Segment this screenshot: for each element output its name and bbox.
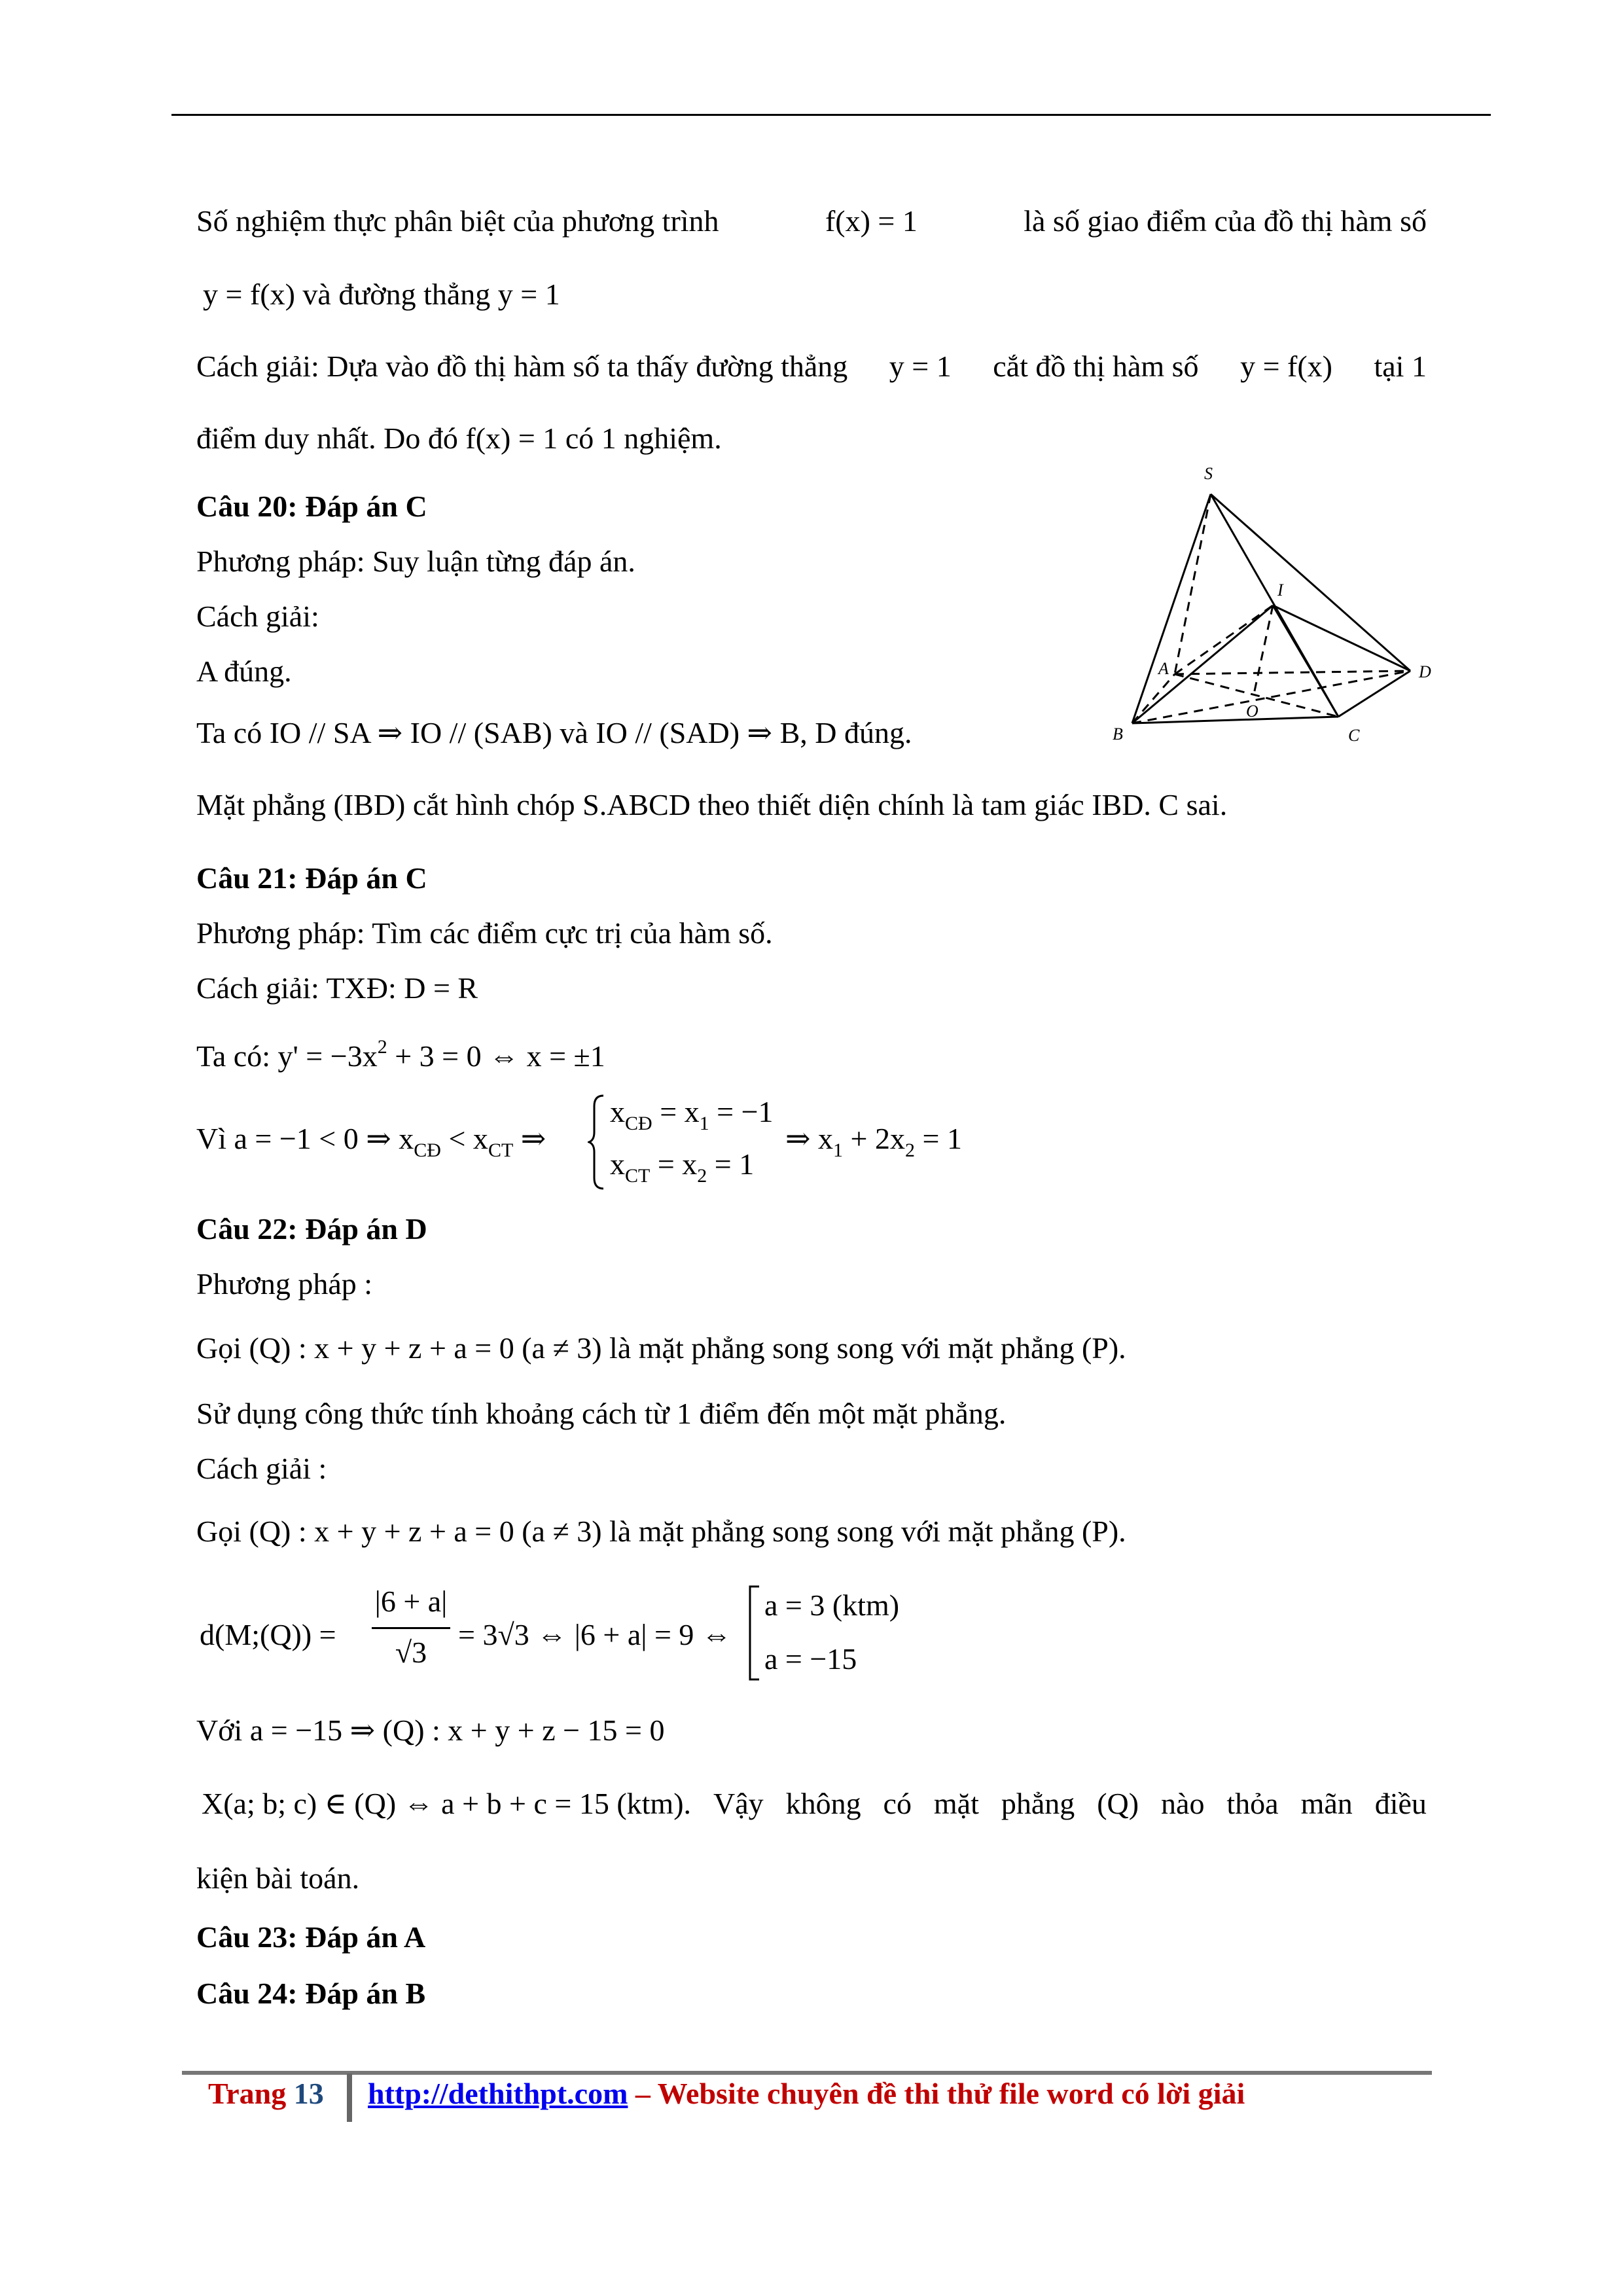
q24-title: Câu 24: Đáp án B <box>196 1977 426 2010</box>
q20-solution-label: Cách giải: <box>196 600 319 633</box>
label-A: A <box>1158 659 1169 678</box>
distance-denominator: √3 <box>395 1636 427 1669</box>
text: Mặt phẳng <box>196 788 327 821</box>
case-2: a = −15 <box>764 1642 857 1676</box>
text: điểm duy nhất. Do đó <box>196 422 458 455</box>
equation: (Q) : x + y + z + a = 0 (a ≠ 3) <box>249 1331 602 1365</box>
text: là số giao điểm của đồ thị hàm số <box>1024 204 1427 238</box>
text: = x <box>657 1147 698 1181</box>
pyramid-figure <box>1106 458 1459 753</box>
q22-solution-label: Cách giải : <box>196 1452 327 1485</box>
edge-SB <box>1132 494 1211 723</box>
segment-AI <box>1175 605 1273 674</box>
text: Số nghiệm thực phân biệt của phương trình <box>196 204 719 238</box>
q20-line-plane <box>196 785 1227 825</box>
subscript: 2 <box>905 1139 915 1161</box>
edge-IC <box>1273 605 1338 717</box>
q21-method: Phương pháp: Tìm các điểm cực trị của hàm số. <box>196 916 773 950</box>
q20-method: Phương pháp: Suy luận từng đáp án. <box>196 545 635 578</box>
equation: f(x) = 1 <box>825 204 918 238</box>
equation: IO // (SAD) ⇒ B, D <box>596 716 837 749</box>
para-1-line-2 <box>203 275 560 314</box>
text: Gọi <box>196 1331 241 1365</box>
equation: y' = −3x <box>277 1039 378 1073</box>
q22-conclusion-line-2: kiện bài toán. <box>196 1861 360 1895</box>
text: + 2x <box>850 1122 905 1155</box>
text: điều <box>1374 1787 1427 1820</box>
q21-derivative <box>196 1028 605 1076</box>
subscript: 1 <box>699 1113 709 1134</box>
q22-method: Phương pháp : <box>196 1267 373 1300</box>
text: là mặt phẳng song song với mặt phẳng (P). <box>609 1515 1126 1548</box>
equation: f(x) = 1 <box>465 422 558 455</box>
footer-divider <box>347 2073 352 2122</box>
system-row-2 <box>610 1147 754 1187</box>
text: Với <box>196 1713 243 1747</box>
q22-use: Sử dụng công thức tính khoảng cách từ 1 điểm đến một mặt phẳng. <box>196 1397 1007 1430</box>
text: Cách giải: Dựa vào đồ thị hàm số ta thấy đường thẳng <box>196 350 848 383</box>
distance-numerator: |6 + a| <box>374 1585 448 1618</box>
equation: ⇒ <box>520 1122 546 1155</box>
label-D: D <box>1419 662 1431 681</box>
equation: IO // SA ⇒ IO // (SAB) <box>269 716 552 749</box>
distance-rhs: = 3√3 ⇔ |6 + a| = 9 ⇔ <box>458 1618 732 1651</box>
equation: < x <box>448 1122 488 1155</box>
text: ⇒ x <box>785 1122 834 1155</box>
subscript: 2 <box>697 1165 707 1187</box>
text: mặt <box>933 1787 979 1820</box>
text: Ta có <box>196 716 262 749</box>
para-1-line-1 <box>196 202 1427 241</box>
website-tagline: – Website chuyên đề thi thử file word có lời giải <box>635 2077 1245 2110</box>
exponent: 2 <box>377 1036 387 1058</box>
q21-title: Câu 21: Đáp án C <box>196 861 427 895</box>
equation: (Q) <box>1097 1787 1139 1820</box>
equation: (IBD) <box>333 788 406 821</box>
equation: y = 1 <box>497 278 560 311</box>
q20-title: Câu 20: Đáp án C <box>196 490 427 523</box>
text: không <box>785 1787 861 1820</box>
q22-plane-2 <box>196 1512 1126 1551</box>
label-B: B <box>1113 725 1123 744</box>
q21-cond <box>196 1119 546 1170</box>
subscript: CT <box>625 1165 651 1187</box>
text: Cách giải: TXĐ: <box>196 971 397 1005</box>
text: và đường thẳng <box>302 278 491 311</box>
subscript: 1 <box>833 1139 844 1161</box>
equation: y = f(x) <box>1240 350 1332 383</box>
q20-a: A đúng. <box>196 655 292 688</box>
subscript: CT <box>488 1139 514 1161</box>
equation: a = −15 ⇒ (Q) : x + y + z − 15 = 0 <box>249 1713 665 1747</box>
q23-title: Câu 23: Đáp án A <box>196 1920 426 1954</box>
q21-txd <box>196 969 478 1008</box>
text: đúng. <box>844 716 912 749</box>
subscript: CĐ <box>625 1113 652 1134</box>
fraction-bar <box>372 1627 450 1629</box>
para-2-line-1 <box>196 347 1427 386</box>
equation: X(a; b; c) ∈ (Q) ⇔ a + b + c = 15 (ktm). <box>202 1787 692 1820</box>
equation: + 3 = 0 ⇔ x = ±1 <box>395 1039 605 1073</box>
text: có 1 nghiệm. <box>565 422 722 455</box>
system-brace <box>588 1093 607 1191</box>
text: mãn <box>1300 1787 1353 1820</box>
label-S: S <box>1204 464 1213 483</box>
q22-title: Câu 22: Đáp án D <box>196 1212 427 1246</box>
edge-CD <box>1338 671 1410 717</box>
distance-lhs: d(M;(Q)) = <box>200 1618 336 1651</box>
text: x <box>610 1147 625 1181</box>
text: cắt hình chóp S.ABCD theo thiết diện chính là tam giác IBD. C sai. <box>412 788 1228 821</box>
footer-page-number <box>208 2076 324 2111</box>
header-rule <box>171 114 1491 116</box>
text: nào <box>1161 1787 1205 1820</box>
subscript: CĐ <box>414 1139 441 1161</box>
label-C: C <box>1348 726 1360 745</box>
text: thỏa <box>1226 1787 1279 1820</box>
text: Ta có: <box>196 1039 271 1073</box>
q22-plane-1 <box>196 1329 1126 1368</box>
edge-SD <box>1211 494 1410 671</box>
text: = x <box>660 1095 700 1128</box>
text: Vậy <box>713 1787 764 1820</box>
label-I: I <box>1277 581 1283 600</box>
equation: y = 1 <box>889 350 952 383</box>
para-2-line-2 <box>196 419 722 458</box>
text: Gọi <box>196 1515 241 1548</box>
page-num: 13 <box>293 2077 324 2110</box>
text: là mặt phẳng song song với mặt phẳng (P). <box>609 1331 1126 1365</box>
text: và <box>560 716 588 749</box>
footer-rule <box>182 2071 1432 2075</box>
website-link[interactable]: http://dethithpt.com <box>368 2077 628 2110</box>
q22-conclusion-line-1 <box>202 1784 1427 1823</box>
edge-AD <box>1175 671 1410 674</box>
text: có <box>883 1787 912 1820</box>
case-1: a = 3 (ktm) <box>764 1588 900 1622</box>
text: Vì <box>196 1122 226 1155</box>
text: = 1 <box>922 1122 962 1155</box>
q22-voi <box>196 1711 665 1750</box>
text: = −1 <box>717 1095 774 1128</box>
equation: a = −1 < 0 ⇒ x <box>234 1122 414 1155</box>
system-row-1 <box>610 1094 774 1135</box>
text: = 1 <box>714 1147 755 1181</box>
text: phẳng <box>1001 1787 1075 1820</box>
label-O: O <box>1246 702 1258 721</box>
text: tại 1 <box>1374 350 1427 383</box>
case-bracket <box>746 1584 762 1682</box>
equation: y = f(x) <box>203 278 295 311</box>
footer-website <box>368 2076 1245 2111</box>
equation: (Q) : x + y + z + a = 0 (a ≠ 3) <box>249 1515 602 1548</box>
page-label: Trang <box>208 2077 287 2110</box>
system-result <box>785 1121 962 1162</box>
text: x <box>610 1095 625 1128</box>
text: cắt đồ thị hàm số <box>993 350 1199 383</box>
q20-line-taco <box>196 713 912 753</box>
equation: D = R <box>404 971 478 1005</box>
